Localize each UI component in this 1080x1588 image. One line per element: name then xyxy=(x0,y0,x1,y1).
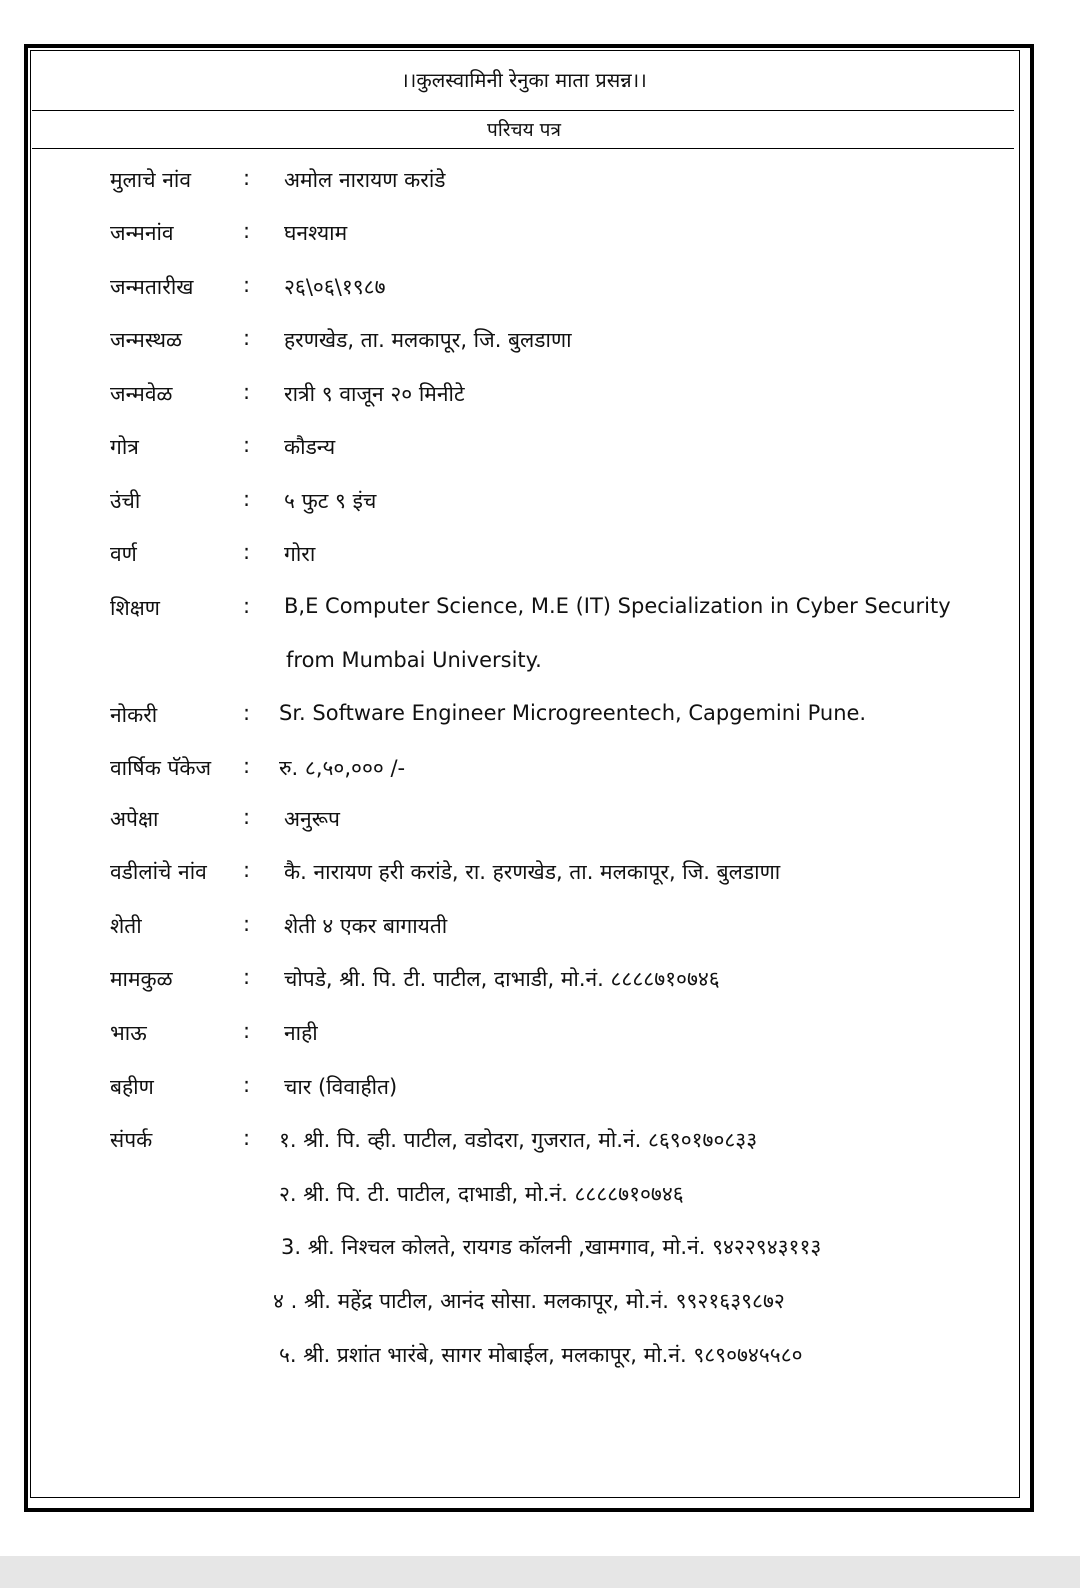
field-label: शिक्षण xyxy=(110,596,160,620)
field-colon: : xyxy=(243,219,251,243)
field-label: मुलाचे नांव xyxy=(110,168,192,192)
field-father xyxy=(0,858,1080,898)
header-divider xyxy=(32,110,1014,111)
field-birth-time xyxy=(0,380,1080,420)
title-divider xyxy=(32,148,1014,149)
field-label: गोत्र xyxy=(110,435,139,459)
field-colon: : xyxy=(243,805,251,829)
field-birth-place xyxy=(0,326,1080,366)
field-sister xyxy=(0,1073,1080,1113)
field-label: मामकुळ xyxy=(110,967,173,991)
field-value: हरणखेड, ता. मलकापूर, जि. बुलडाणा xyxy=(284,328,572,352)
contact-item: २. श्री. पि. टी. पाटील, दाभाडी, मो.नं. ८८८८७१०७४६ xyxy=(279,1182,684,1206)
field-package xyxy=(0,754,1080,794)
field-value: २६\०६\१९८७ xyxy=(284,275,386,299)
field-job xyxy=(0,701,1080,741)
contact-item: १. श्री. पि. व्ही. पाटील, वडोदरा, गुजरात, मो.नं. ८६९०१७०८३३ xyxy=(279,1128,758,1152)
document-title: परिचय पत्र xyxy=(487,119,561,141)
field-label: नोकरी xyxy=(110,703,158,727)
field-colon: : xyxy=(243,433,251,457)
field-colon: : xyxy=(243,326,251,350)
field-complexion xyxy=(0,540,1080,580)
field-value: अनुरूप xyxy=(284,807,340,831)
field-name xyxy=(0,166,1080,206)
field-height xyxy=(0,487,1080,527)
field-value: चार (विवाहीत) xyxy=(284,1075,398,1099)
field-label: वडीलांचे नांव xyxy=(110,860,207,884)
field-colon: : xyxy=(243,701,251,725)
field-colon: : xyxy=(243,540,251,564)
field-label: वार्षिक पॅकेज xyxy=(110,756,212,780)
field-label: जन्मस्थळ xyxy=(110,328,182,352)
field-colon: : xyxy=(243,1073,251,1097)
field-colon: : xyxy=(243,594,251,618)
field-label: बहीण xyxy=(110,1075,154,1099)
field-value: नाही xyxy=(284,1021,318,1045)
field-colon: : xyxy=(243,166,251,190)
contact-item: 3. श्री. निश्चल कोलते, रायगड कॉलनी ,खामगाव, मो.नं. ९४२२९४३११३ xyxy=(281,1235,822,1259)
field-colon: : xyxy=(243,487,251,511)
header-title: ।।कुलस्वामिनी रेनुका माता प्रसन्न।। xyxy=(401,68,647,92)
field-colon: : xyxy=(243,858,251,882)
field-colon: : xyxy=(243,380,251,404)
field-label: संपर्क xyxy=(110,1128,153,1152)
education-continuation: from Mumbai University. xyxy=(286,648,542,672)
field-value: रात्री ९ वाजून २० मिनीटे xyxy=(284,382,465,406)
field-value: गोरा xyxy=(284,542,316,566)
field-value: शेती ४ एकर बागायती xyxy=(284,914,448,938)
field-colon: : xyxy=(243,754,251,778)
field-label: अपेक्षा xyxy=(110,807,159,831)
field-colon: : xyxy=(243,1126,251,1150)
contact-item: ५. श्री. प्रशांत भारंबे, सागर मोबाईल, मलकापूर, मो.नं. ९८९०७४५५८० xyxy=(279,1343,803,1367)
field-farm xyxy=(0,912,1080,952)
field-education xyxy=(0,594,1080,634)
field-value: अमोल नारायण करांडे xyxy=(284,168,446,192)
field-value: B,E Computer Science, M.E (IT) Specialization in Cyber Security xyxy=(284,594,951,618)
field-gotra xyxy=(0,433,1080,473)
field-maternal-family xyxy=(0,965,1080,1005)
field-colon: : xyxy=(243,1019,251,1043)
field-label: जन्मवेळ xyxy=(110,382,173,406)
field-birth-date xyxy=(0,273,1080,313)
field-value: Sr. Software Engineer Microgreentech, Capgemini Pune. xyxy=(279,701,867,725)
field-colon: : xyxy=(243,965,251,989)
field-label: वर्ण xyxy=(110,542,137,566)
field-value: रु. ८,५०,००० /- xyxy=(279,756,406,780)
field-value: घनश्याम xyxy=(284,221,348,245)
field-value: कौडन्य xyxy=(284,435,336,459)
contact-item: ४ . श्री. महेंद्र पाटील, आनंद सोसा. मलकापूर, मो.नं. ९९२१६३९८७२ xyxy=(273,1289,785,1313)
field-label: जन्मतारीख xyxy=(110,275,194,299)
field-birth-name xyxy=(0,219,1080,259)
field-label: शेती xyxy=(110,914,142,938)
field-brother xyxy=(0,1019,1080,1059)
field-label: जन्मनांव xyxy=(110,221,174,245)
field-value: कै. नारायण हरी करांडे, रा. हरणखेड, ता. मलकापूर, जि. बुलडाणा xyxy=(284,860,781,884)
field-value: चोपडे, श्री. पि. टी. पाटील, दाभाडी, मो.नं. ८८८८७१०७४६ xyxy=(284,967,720,991)
field-expectation xyxy=(0,805,1080,845)
field-label: उंची xyxy=(110,489,141,513)
field-colon: : xyxy=(243,273,251,297)
field-value: ५ फुट ९ इंच xyxy=(284,489,377,513)
field-label: भाऊ xyxy=(110,1021,147,1045)
viewer-bottom-strip xyxy=(0,1556,1080,1588)
field-colon: : xyxy=(243,912,251,936)
